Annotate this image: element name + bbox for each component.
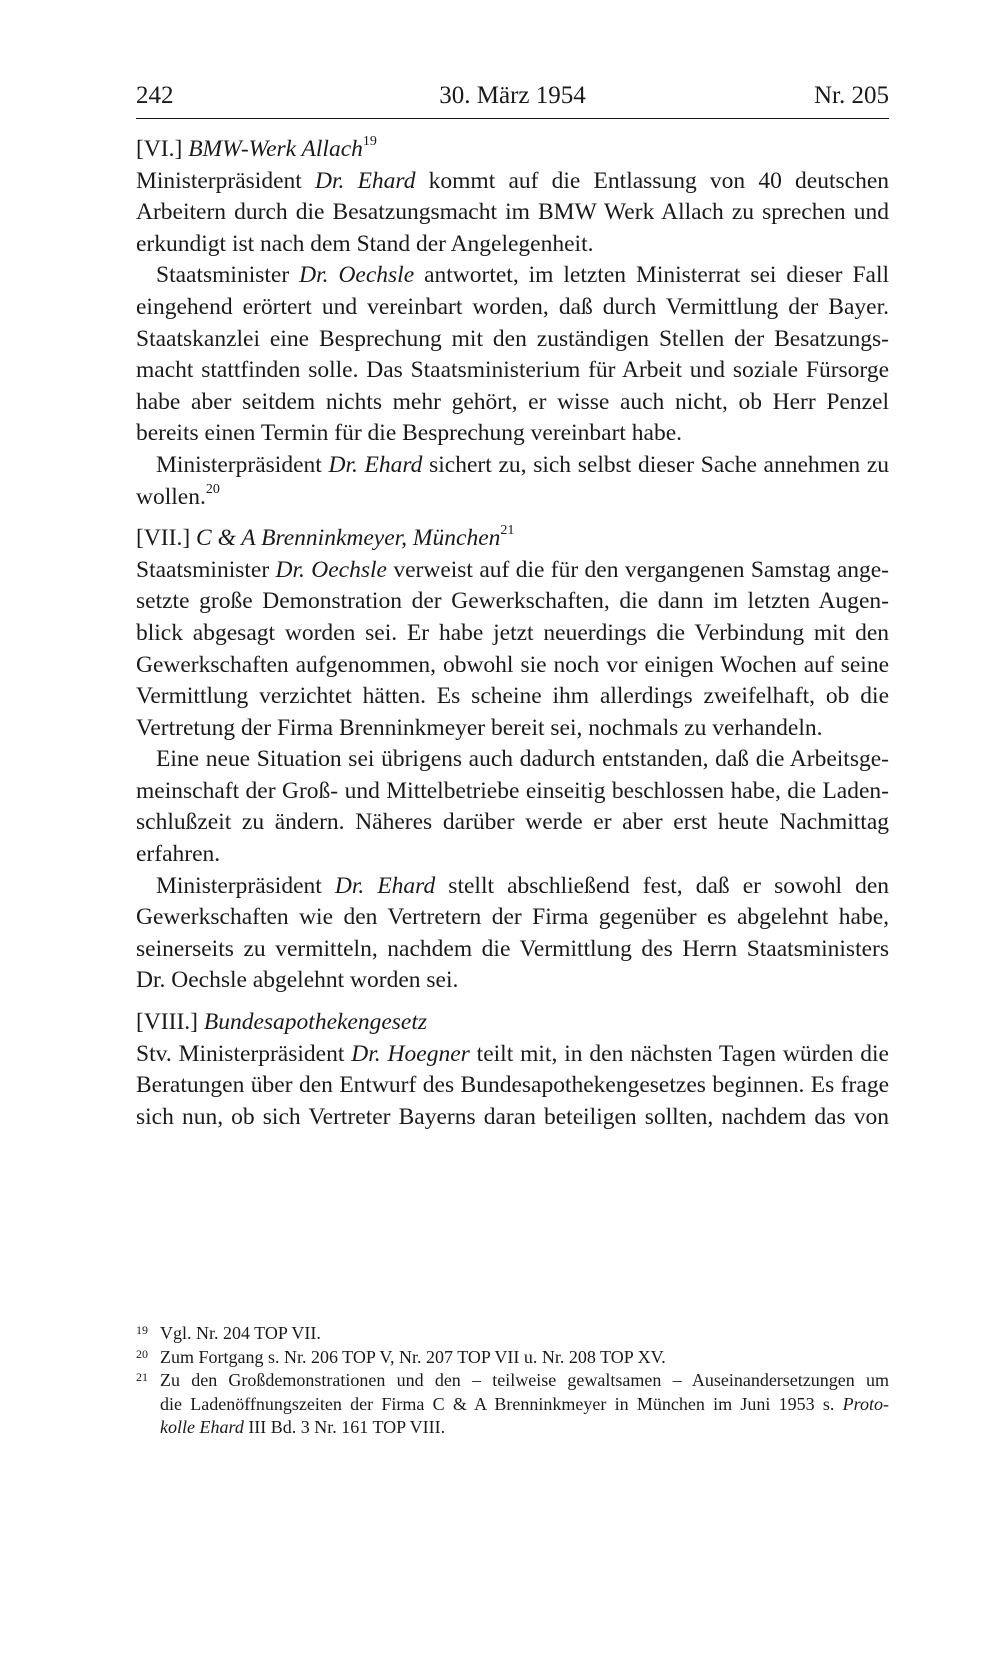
text-line: Gewerkschaften aufgenommen, obwohl sie noch vor einigen Wochen auf seine: [136, 651, 889, 678]
speaker-name: Dr. Hoegner: [351, 1040, 470, 1067]
section-title: Bundesapothekengesetz: [203, 1009, 428, 1036]
footnote-ref[interactable]: 21: [500, 523, 515, 539]
text-line: meinschaft der Groß- und Mittelbetriebe einseitig beschlossen habe, die Laden-: [136, 777, 889, 804]
paragraph: [136, 260, 889, 450]
text-line: Ministerpräsident Dr. Ehard kommt auf die Entlassung von 40 deutschen: [136, 167, 890, 194]
footnote-line: Zu den Großdemonstrationen und den – teilweise gewaltsamen – Auseinandersetzungen um: [160, 1370, 889, 1391]
section-vii: [136, 523, 889, 997]
footnote-number: 21: [136, 1370, 148, 1385]
section-numeral: [VI.]: [136, 136, 183, 162]
section-heading: [136, 523, 889, 555]
footnotes: [136, 1322, 889, 1440]
running-head-date: 30. März 1954: [439, 82, 586, 109]
text-line: Ministerpräsident Dr. Ehard stellt abschließend fest, daß er sowohl den: [156, 872, 889, 899]
footnote-21: [136, 1369, 889, 1440]
text-line: Dr. Oechsle abgelehnt worden sei.: [136, 967, 459, 994]
footnote-line: die Ladenöffnungszeiten der Firma C & A Brenninkmeyer in München im Juni 1953 s. Proto-: [160, 1393, 889, 1414]
paragraph: [136, 555, 889, 745]
footnote-line: Vgl. Nr. 204 TOP VII.: [160, 1323, 321, 1343]
section-numeral: [VII.]: [136, 525, 191, 552]
text-line: seinerseits zu vermitteln, nachdem die Vermittlung des Herrn Staatsministers: [136, 935, 889, 962]
citation-title: Proto-: [842, 1393, 889, 1414]
section-heading: [136, 134, 889, 166]
text-line: eingehend erörtert und vereinbart worden, daß durch Vermittlung der Bayer.: [136, 293, 889, 320]
text-line: Eine neue Situation sei übrigens auch dadurch entstanden, daß die Arbeitsge-: [156, 746, 889, 773]
text-line: erfahren.: [136, 841, 221, 868]
text-line: Gewerkschaften wie den Vertretern der Firma gegenüber es abgelehnt habe,: [136, 904, 889, 931]
speaker-name: Dr. Ehard: [328, 451, 423, 478]
footnote-ref[interactable]: 19: [362, 134, 377, 150]
paragraph: [136, 871, 889, 997]
citation-title: kolle Ehard: [160, 1417, 244, 1438]
text-line: Vermittlung verzichtet hätten. Es scheine ihm allerdings zweifelhaft, ob die: [136, 683, 889, 710]
text-line: setzte große Demonstration der Gewerkschaften, die dann im letzten Augen-: [136, 588, 889, 615]
footnote-number: 20: [136, 1346, 148, 1361]
paragraph: [136, 744, 889, 870]
footnote-number: 19: [136, 1323, 148, 1337]
text-line: habe aber seitdem nichts mehr gehört, er wisse auch nicht, ob Herr Penzel: [136, 388, 889, 415]
footnote-19: [136, 1322, 889, 1346]
footnote-line: Zum Fortgang s. Nr. 206 TOP V, Nr. 207 TOP VII u. Nr. 208 TOP XV.: [160, 1346, 666, 1367]
text-line: Ministerpräsident Dr. Ehard sichert zu, sich selbst dieser Sache annehmen zu: [156, 451, 890, 478]
text-line: Staatsminister Dr. Oechsle antwortet, im letzten Ministerrat sei dieser Fall: [156, 262, 890, 289]
section-numeral: [VIII.]: [136, 1009, 198, 1036]
text-line: schlußzeit zu ändern. Näheres darüber werde er aber erst heute Nachmittag: [136, 809, 889, 836]
section-viii: [136, 1007, 889, 1133]
footnote-line: kolle Ehard III Bd. 3 Nr. 161 TOP VIII.: [160, 1417, 446, 1438]
text-line: Stv. Ministerpräsident Dr. Hoegner teilt mit, in den nächsten Tagen würden die: [136, 1040, 889, 1067]
text-line: Staatsminister Dr. Oechsle verweist auf die für den vergangenen Samstag ange-: [136, 556, 890, 583]
section-heading: [136, 1007, 889, 1039]
text-line: macht stattfinden solle. Das Staatsministerium für Arbeit und soziale Fürsorge: [136, 357, 889, 384]
speaker-name: Dr. Ehard: [314, 167, 416, 194]
paragraph: [136, 450, 889, 513]
text-line: blick abgesagt worden sei. Er habe jetzt neuerdings die Verbindung mit den: [136, 619, 889, 646]
footnote-20: [136, 1346, 889, 1370]
section-title: C & A Brenninkmeyer, München: [196, 525, 501, 552]
text-line: Vertretung der Firma Brenninkmeyer bereit sei, nochmals zu verhandeln.: [136, 714, 823, 741]
running-head: [136, 78, 889, 119]
section-title: BMW-Werk Allach: [188, 136, 363, 162]
document-number: Nr. 205: [814, 82, 889, 109]
section-vi: [136, 134, 889, 513]
paragraph: [136, 166, 889, 261]
text-line: sich nun, ob sich Vertreter Bayerns daran beteiligen sollten, nachdem das von: [136, 1103, 889, 1130]
body-text: [136, 134, 889, 1133]
text-line: Beratungen über den Entwurf des Bundesapothekengesetzes beginnen. Es frage: [136, 1072, 889, 1099]
speaker-name: Dr. Oechsle: [299, 262, 415, 289]
text-line: bereits einen Termin für die Besprechung vereinbart habe.: [136, 420, 683, 447]
footnote-ref[interactable]: 20: [205, 481, 220, 497]
paragraph: [136, 1039, 889, 1134]
text-line: Arbeitern durch die Besatzungsmacht im BMW Werk Allach zu sprechen und: [136, 199, 889, 226]
text-line: erkundigt ist nach dem Stand der Angelegenheit.: [136, 230, 594, 257]
page-number: 242: [136, 82, 174, 109]
speaker-name: Dr. Ehard: [334, 872, 436, 899]
text-line: wollen.$^{20}$: [136, 481, 220, 510]
text-line: Staatskanzlei eine Besprechung mit den zuständigen Stellen der Besatzungs-: [136, 325, 889, 352]
speaker-name: Dr. Oechsle: [275, 556, 387, 583]
